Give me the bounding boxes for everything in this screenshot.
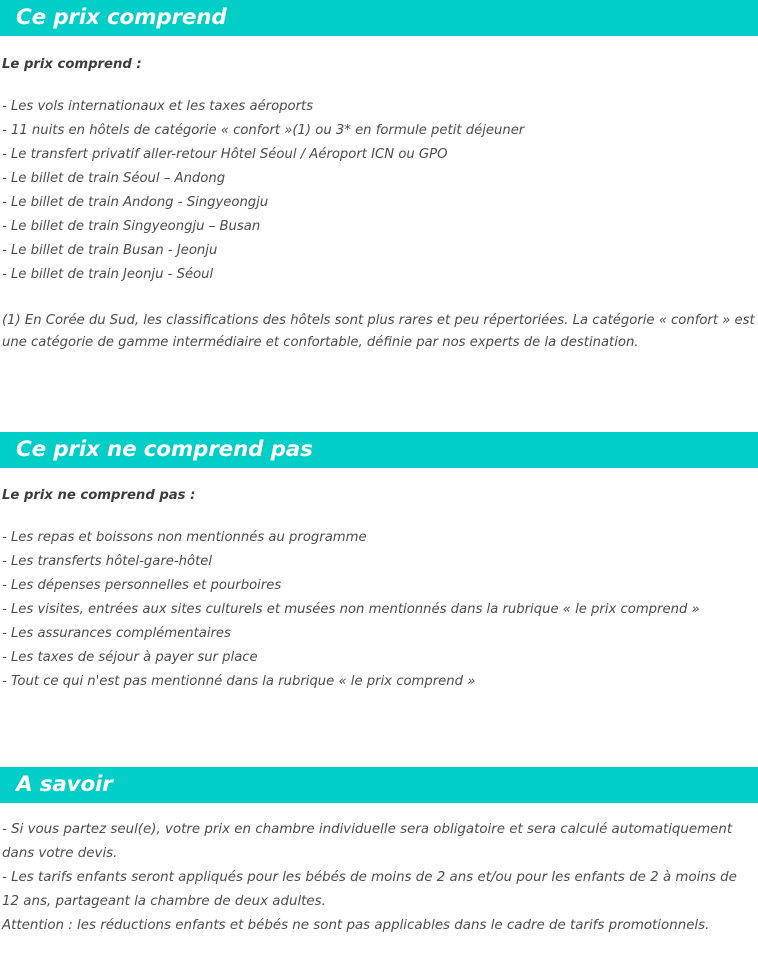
section-header-band-ce-prix-comprend	[0, 0, 758, 36]
list-item: - Le billet de train Busan - Jeonju	[2, 243, 218, 258]
list-item: - 11 nuits en hôtels de catégorie « confort »(1) ou 3* en formule petit déjeuner	[2, 123, 525, 138]
list-item: - Les visites, entrées aux sites culturels et musées non mentionnés dans la rubrique « le prix comprend »	[2, 602, 700, 617]
section-header-band-a-savoir	[0, 767, 758, 803]
section-ce-prix-ne-comprend-pas	[0, 432, 758, 468]
bullet-list-ce-prix-comprend	[0, 95, 526, 287]
paragraph: - Si vous partez seul(e), votre prix en chambre individuelle sera obligatoire et sera calculé automatiquement dans votre devis.	[2, 822, 733, 861]
footnote-text: (1) En Corée du Sud, les classifications des hôtels sont plus rares et peu répertoriées. La catégorie « confort » est une catégorie de gamme intermédiaire et confortable, définie par nos experts de la destination.	[2, 313, 755, 350]
list-item: - Le billet de train Jeonju - Séoul	[2, 267, 214, 282]
list-item: - Les transferts hôtel-gare-hôtel	[2, 554, 213, 569]
section-body-ce-prix-ne-comprend-pas	[0, 488, 197, 504]
list-item: - Tout ce qui n'est pas mentionné dans la rubrique « le prix comprend »	[2, 674, 476, 689]
list-item: - Les repas et boissons non mentionnés au programme	[2, 530, 367, 545]
section-body-a-savoir	[0, 818, 756, 938]
footnote-ce-prix-comprend	[0, 310, 758, 354]
list-item: - Les taxes de séjour à payer sur place	[2, 650, 258, 665]
section-title-ce-prix-ne-comprend-pas: Ce prix ne comprend pas	[16, 437, 313, 462]
section-ce-prix-comprend	[0, 0, 758, 36]
list-item: - Le transfert privatif aller-retour Hôtel Séoul / Aéroport ICN ou GPO	[2, 147, 448, 162]
list-item: - Le billet de train Séoul – Andong	[2, 171, 226, 186]
lead-ce-prix-ne-comprend-pas: Le prix ne comprend pas :	[2, 488, 196, 503]
paragraph: Attention : les réductions enfants et bébés ne sont pas applicables dans le cadre de tarifs promotionnels.	[2, 918, 710, 933]
section-title-a-savoir: A savoir	[16, 772, 113, 797]
list-item: - Les vols internationaux et les taxes aéroports	[2, 99, 314, 114]
bullet-list-ce-prix-ne-comprend-pas	[0, 526, 702, 694]
list-item: - Le billet de train Andong - Singyeongju	[2, 195, 269, 210]
section-body-ce-prix-comprend	[0, 57, 144, 73]
section-header-band-ce-prix-ne-comprend-pas	[0, 432, 758, 468]
list-item: - Le billet de train Singyeongju – Busan	[2, 219, 261, 234]
section-a-savoir	[0, 767, 758, 803]
list-item: - Les dépenses personnelles et pourboires	[2, 578, 282, 593]
paragraph: - Les tarifs enfants seront appliqués pour les bébés de moins de 2 ans et/ou pour les enfants de 2 à moins de 12 ans, partageant la chambre de deux adultes.	[2, 870, 737, 909]
section-title-ce-prix-comprend: Ce prix comprend	[16, 5, 227, 30]
lead-ce-prix-comprend: Le prix comprend :	[2, 57, 142, 72]
list-item: - Les assurances complémentaires	[2, 626, 231, 641]
